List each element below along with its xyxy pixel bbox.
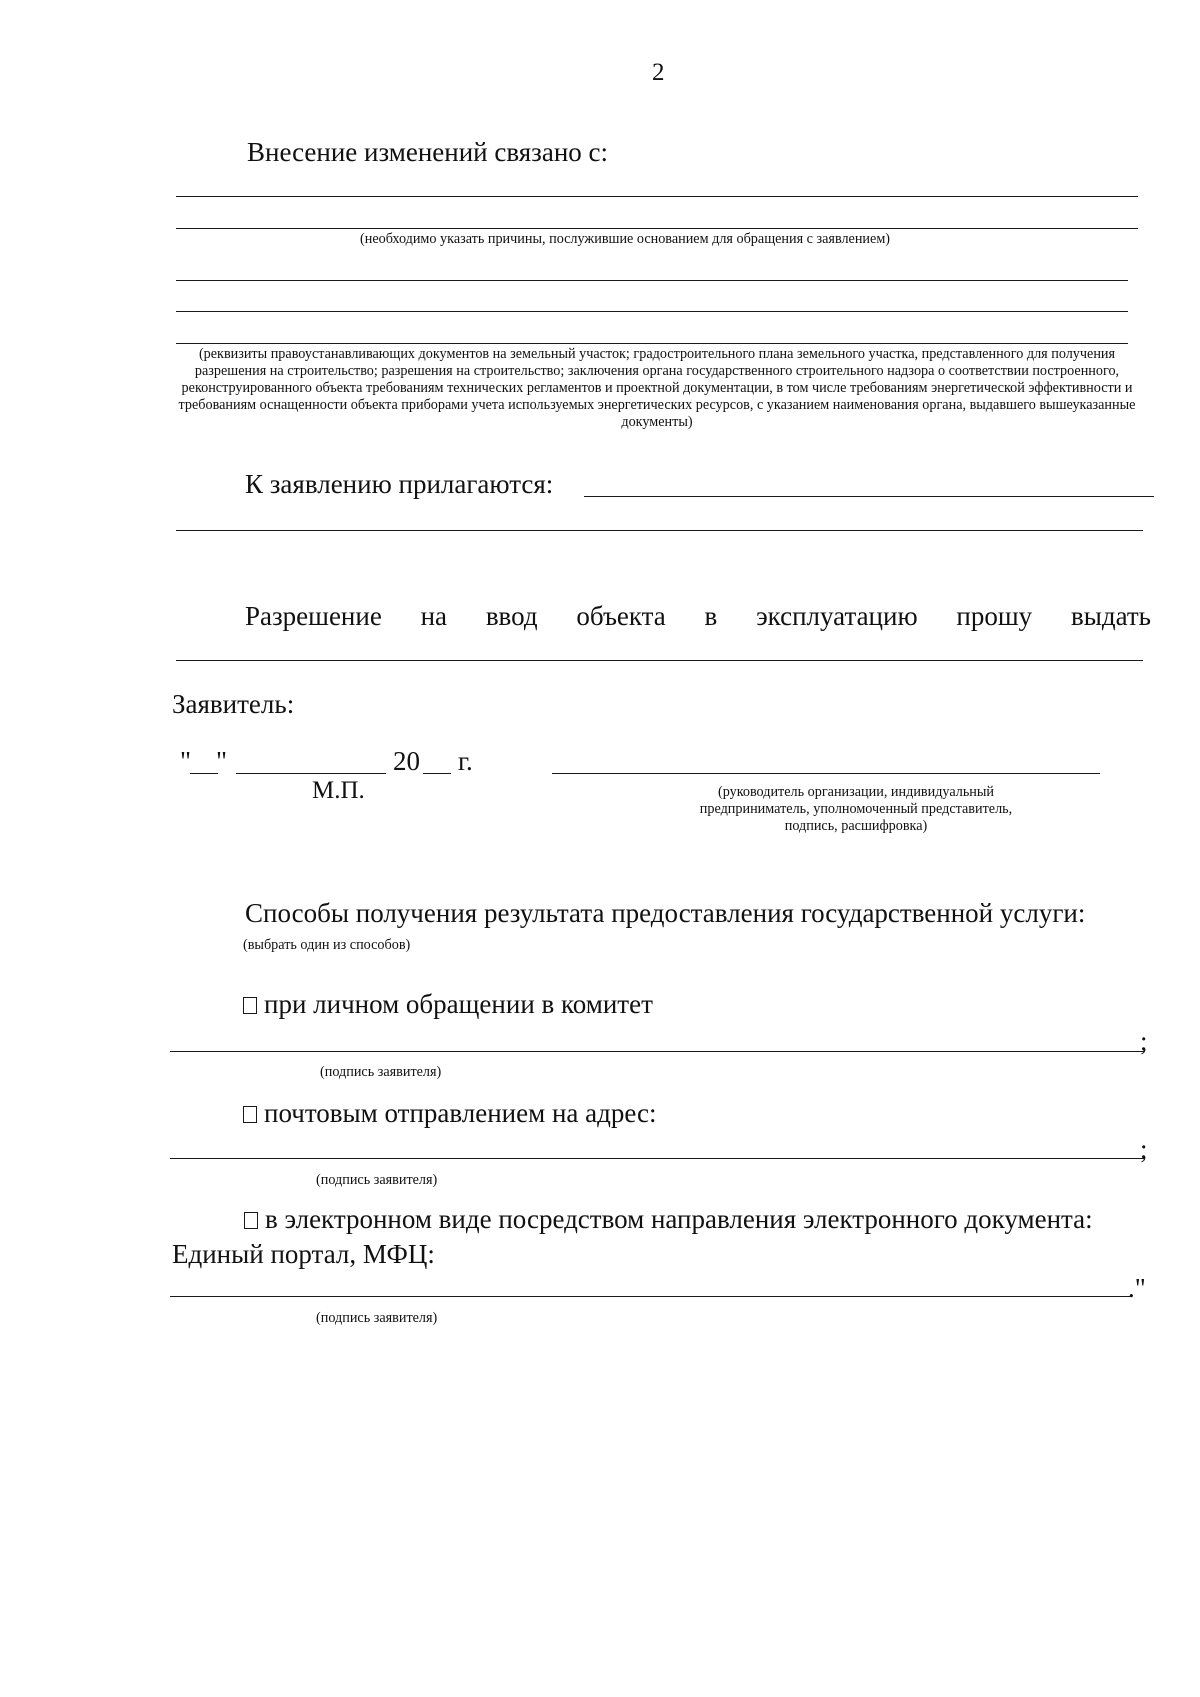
issue-recipient-field-line[interactable] <box>176 660 1143 661</box>
signer-field-line[interactable] <box>552 773 1100 774</box>
stamp-label: М.П. <box>312 777 365 804</box>
issue-request-line <box>245 600 1151 632</box>
delivery-heading: Способы получения результата предоставления государственной услуги: <box>245 898 1086 928</box>
requisites-field-line-2[interactable] <box>176 311 1128 312</box>
in-person-field-line[interactable] <box>170 1051 1144 1052</box>
issue-word: прошу <box>956 601 1033 631</box>
end-mark: ; <box>1140 1026 1148 1056</box>
issue-word: ввод <box>485 601 538 631</box>
requisites-field-line-3[interactable] <box>176 343 1128 344</box>
issue-word: выдать <box>1070 601 1151 631</box>
issue-word: Разрешение <box>245 601 382 631</box>
issue-word: на <box>420 601 448 631</box>
delivery-hint: (выбрать один из способов) <box>243 937 411 953</box>
issue-word: эксплуатацию <box>756 601 918 631</box>
reason-field-line-2[interactable] <box>176 228 1138 229</box>
checkbox-icon[interactable] <box>243 997 257 1014</box>
date-year-suffix: г. <box>458 746 473 776</box>
delivery-option-label-line2: Единый портал, МФЦ: <box>172 1239 435 1269</box>
end-mark: ." <box>1128 1273 1146 1303</box>
delivery-option-electronic[interactable] <box>244 1203 1093 1235</box>
delivery-option-label: почтовым отправлением на адрес: <box>264 1098 657 1128</box>
attachments-label: К заявлению прилагаются: <box>245 469 554 499</box>
date-quote-open: " <box>180 746 192 776</box>
post-address-field-line[interactable] <box>170 1158 1144 1159</box>
issue-word: в <box>704 601 718 631</box>
date-quote-close: " <box>216 746 228 776</box>
delivery-option-in-person[interactable] <box>243 988 653 1020</box>
date-year-field[interactable] <box>423 773 451 774</box>
signature-hint: (подпись заявителя) <box>316 1310 438 1326</box>
attachments-field-line-2[interactable] <box>176 530 1143 531</box>
checkbox-icon[interactable] <box>243 1106 257 1123</box>
date-day-field[interactable] <box>190 773 218 774</box>
delivery-option-label: в электронном виде посредством направления электронного документа: <box>265 1204 1093 1234</box>
reason-field-line-1[interactable] <box>176 196 1138 197</box>
signer-hint: (руководитель организации, индивидуальный предприниматель, уполномоченный представитель, подпись, расшифровка) <box>699 784 1013 834</box>
requisites-field-line-1[interactable] <box>176 280 1128 281</box>
issue-word: объекта <box>576 601 666 631</box>
changes-heading: Внесение изменений связано с: <box>247 137 609 167</box>
page-number: 2 <box>652 59 665 86</box>
requisites-hint: (реквизиты правоустанавливающих документов на земельный участок; градостроительного плана земельного участка, представленного для получения разрешения на строительство; разрешения на строительство; заключения органа государственного строительного надзора о соответствии построенного, реконструированного объекта требованиям технических регламентов и проектной документации, в том числе требованиям энергетической эффективности и требованиям оснащенности объекта приборами учета используемых энергетических ресурсов, с указанием наименования органа, выдавшего вышеуказанные документы) <box>178 346 1136 430</box>
reason-hint: (необходимо указать причины, послужившие основанием для обращения с заявлением) <box>360 231 891 247</box>
date-month-field[interactable] <box>236 773 386 774</box>
checkbox-icon[interactable] <box>244 1212 258 1229</box>
delivery-option-post[interactable] <box>243 1097 657 1129</box>
delivery-option-label: при личном обращении в комитет <box>264 989 653 1019</box>
signature-hint: (подпись заявителя) <box>316 1172 438 1188</box>
end-mark: ; <box>1140 1134 1148 1164</box>
electronic-field-line[interactable] <box>170 1296 1132 1297</box>
date-year-prefix: 20 <box>393 746 420 776</box>
applicant-label: Заявитель: <box>172 689 295 719</box>
attachments-field-line-1[interactable] <box>584 496 1154 497</box>
signature-hint: (подпись заявителя) <box>320 1064 442 1080</box>
